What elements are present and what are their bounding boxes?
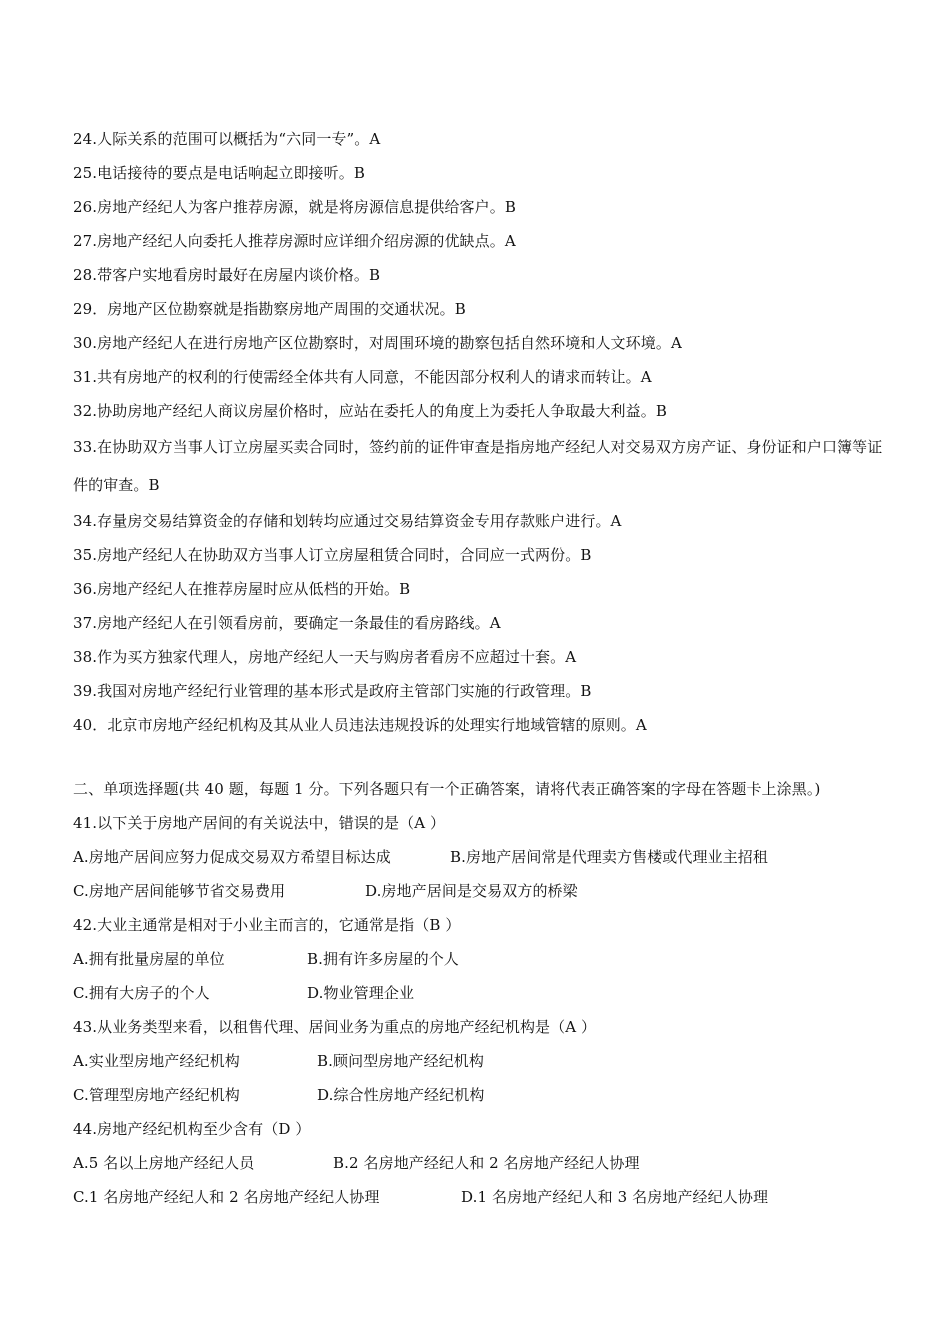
choice-question [73,806,893,908]
option-b: B.拥有许多房屋的个人 [307,950,459,968]
option-row [73,874,893,908]
judgment-item: 36.房地产经纪人在推荐房屋时应从低档的开始。B [73,580,411,598]
option-row [73,1180,893,1214]
option-c: C.1 名房地产经纪人和 2 名房地产经纪人协理 [73,1188,380,1206]
judgment-question-list [73,122,893,742]
judgment-item: 24.人际关系的范围可以概括为“六同一专”。A [73,130,381,148]
judgment-item: 28.带客户实地看房时最好在房屋内谈价格。B [73,266,381,284]
question-stem: 41.以下关于房地产居间的有关说法中，错误的是（A ） [73,814,446,832]
option-a: A.房地产居间应努力促成交易双方希望目标达成 [73,848,391,866]
question-stem: 42.大业主通常是相对于小业主而言的，它通常是指（B ） [73,916,461,934]
option-row [73,1078,893,1112]
judgment-item: 39.我国对房地产经纪行业管理的基本形式是政府主管部门实施的行政管理。B [73,682,592,700]
option-b: B.房地产居间常是代理卖方售楼或代理业主招租 [450,848,768,866]
choice-question [73,1112,893,1214]
option-d: D.房地产居间是交易双方的桥梁 [365,882,578,900]
section-spacer [73,742,893,772]
judgment-item: 27.房地产经纪人向委托人推荐房源时应详细介绍房源的优缺点。A [73,232,516,250]
judgment-item: 40．北京市房地产经纪机构及其从业人员违法违规投诉的处理实行地域管辖的原则。A [73,716,647,734]
choice-question [73,1010,893,1112]
judgment-item: 35.房地产经纪人在协助双方当事人订立房屋租赁合同时，合同应一式两份。B [73,546,592,564]
option-a: A.5 名以上房地产经纪人员 [73,1154,255,1172]
judgment-item: 38.作为买方独家代理人，房地产经纪人一天与购房者看房不应超过十套。A [73,648,577,666]
question-stem: 44.房地产经纪机构至少含有（D ） [73,1120,311,1138]
option-d: D.1 名房地产经纪人和 3 名房地产经纪人协理 [461,1188,769,1206]
option-b: B.顾问型房地产经纪机构 [317,1052,484,1070]
option-b: B.2 名房地产经纪人和 2 名房地产经纪人协理 [333,1154,640,1172]
option-row [73,1044,893,1078]
judgment-item: 37.房地产经纪人在引领看房前，要确定一条最佳的看房路线。A [73,614,501,632]
judgment-item: 34.存量房交易结算资金的存储和划转均应通过交易结算资金专用存款账户进行。A [73,512,622,530]
judgment-item: 33.在协助双方当事人订立房屋买卖合同时，签约前的证件审查是指房地产经纪人对交易双方房产证、身份证和户口簿等证件的审查。B [73,438,883,494]
judgment-item: 25.电话接待的要点是电话响起立即接听。B [73,164,365,182]
option-a: A.拥有批量房屋的单位 [73,950,225,968]
question-stem: 43.从业务类型来看，以租售代理、居间业务为重点的房地产经纪机构是（A ） [73,1018,597,1036]
option-row [73,942,893,976]
judgment-item: 26.房地产经纪人为客户推荐房源，就是将房源信息提供给客户。B [73,198,516,216]
option-c: C.管理型房地产经纪机构 [73,1086,240,1104]
option-row [73,1146,893,1180]
option-c: C.房地产居间能够节省交易费用 [73,882,286,900]
judgment-item: 30.房地产经纪人在进行房地产区位勘察时，对周围环境的勘察包括自然环境和人文环境。A [73,334,682,352]
option-row [73,840,893,874]
option-d: D.综合性房地产经纪机构 [317,1086,485,1104]
option-d: D.物业管理企业 [307,984,415,1002]
option-c: C.拥有大房子的个人 [73,984,210,1002]
judgment-item: 29．房地产区位勘察就是指勘察房地产周围的交通状况。B [73,300,466,318]
option-a: A.实业型房地产经纪机构 [73,1052,240,1070]
option-row [73,976,893,1010]
judgment-item: 31.共有房地产的权利的行使需经全体共有人同意，不能因部分权利人的请求而转让。A [73,368,652,386]
choice-question [73,908,893,1010]
document-body [73,122,893,1214]
judgment-item: 32.协助房地产经纪人商议房屋价格时，应站在委托人的角度上为委托人争取最大利益。B [73,402,667,420]
section-heading: 二、单项选择题(共 40 题，每题 1 分。下列各题只有一个正确答案，请将代表正确答案的字母在答题卡上涂黑。) [73,780,821,798]
